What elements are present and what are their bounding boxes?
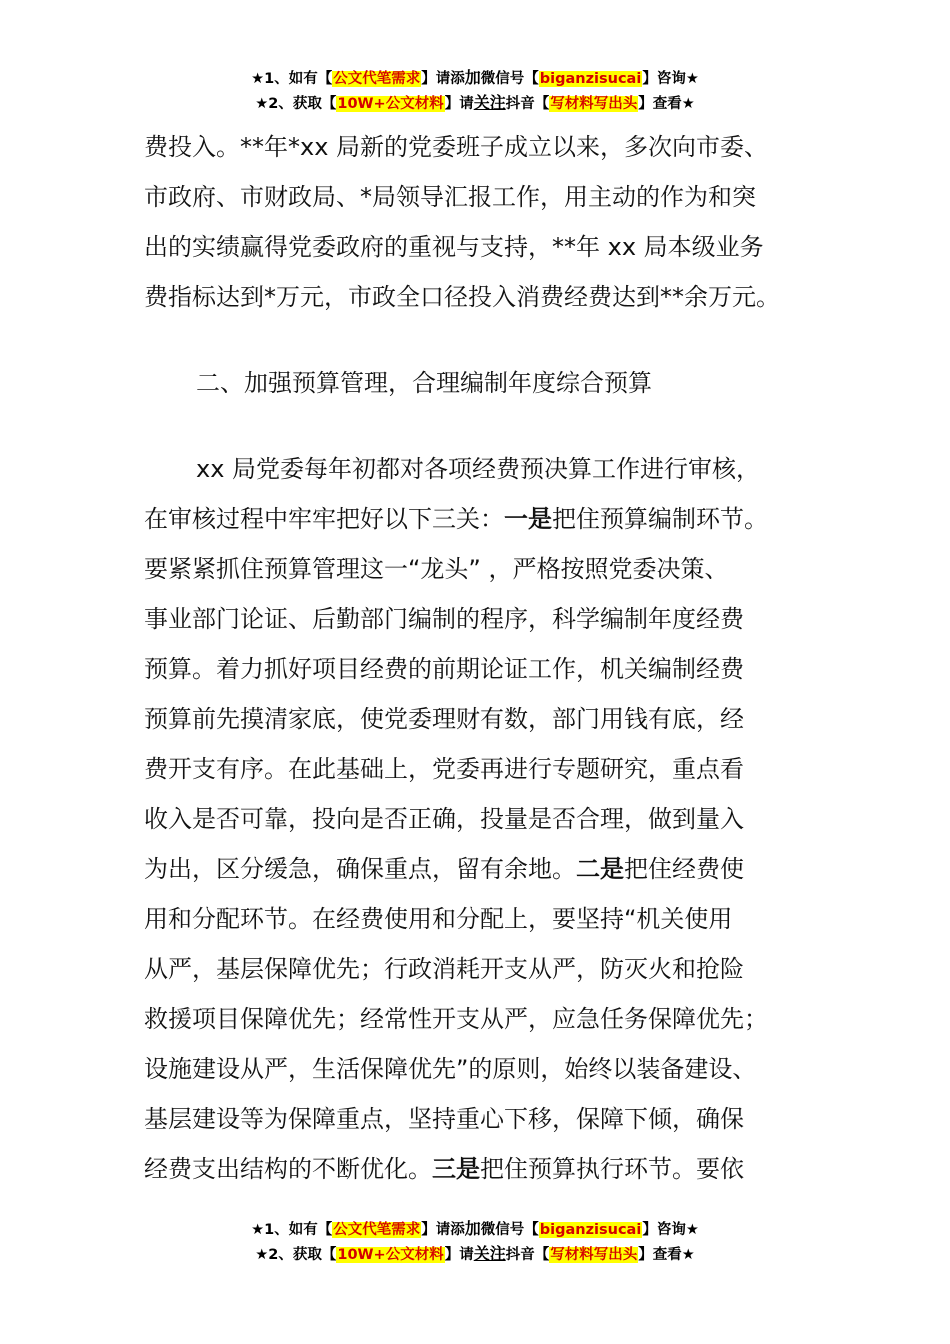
body-line: 事业部门论证、后勤部门编制的程序，科学编制年度经费 [144,605,744,633]
highlight-service: 公文代笔需求 [333,1222,421,1238]
body-line: 收入是否可靠，投向是否正确，投量是否合理，做到量入 [144,805,744,833]
banner-emphasis: 关注 [473,93,506,112]
highlight-douyin: 写材料写出头 [550,96,638,112]
banner-text: 微信号【 [480,1222,539,1238]
banner-line-1 [0,66,950,91]
banner-text: 微信号【 [480,71,539,87]
body-line: xx 局党委每年初都对各项经费预决算工作进行审核， [196,455,761,483]
body-line [144,494,812,544]
banner-text: 抖音【 [505,96,550,112]
body-line: 费指标达到*万元，市政全口径投入消费经费达到**余万元。 [144,283,780,311]
keyword-first: 一是 [504,505,552,533]
banner-text: 】请添 [421,1222,465,1238]
banner-text: 抖音【 [505,1247,550,1263]
body-line: 出的实绩赢得党委政府的重视与支持，**年 xx 局本级业务 [144,233,764,261]
body-line [144,844,812,894]
banner-emphasis: 加 [464,1219,481,1238]
highlight-service: 公文代笔需求 [333,71,421,87]
banner-text: 】请 [444,96,474,112]
section-heading: 二、加强预算管理，合理编制年度综合预算 [196,369,652,397]
banner-text: 】请添 [421,71,465,87]
banner-text: 】咨询★ [642,1222,699,1238]
body-text: 把住预算编制环节。 [552,505,768,533]
highlight-wechat-id: biganzisucai [539,71,642,87]
banner-emphasis: 关注 [473,1244,506,1263]
body-line: 设施建设从严，生活保障优先”的原则，始终以装备建设、 [144,1055,757,1083]
banner-text: ★2、获取【 [255,1247,337,1263]
banner-text: 】查看★ [638,1247,695,1263]
keyword-third: 三是 [432,1155,480,1183]
banner-text: 】咨询★ [642,71,699,87]
body-text: 把住经费使 [624,855,744,883]
body-text: 经费支出结构的不断优化。 [144,1155,432,1183]
keyword-second: 二是 [576,855,624,883]
banner-text: ★1、如有【 [251,1222,333,1238]
banner-text: ★2、获取【 [255,96,337,112]
document-body [144,122,812,1194]
highlight-wechat-id: biganzisucai [539,1222,642,1238]
banner-line-2 [0,1242,950,1267]
banner-emphasis: 加 [464,68,481,87]
header-banner [0,66,950,116]
body-text: 在审核过程中牢牢把好以下三关： [144,505,504,533]
banner-text: 】查看★ [638,96,695,112]
highlight-materials: 10W+公文材料 [337,1247,444,1263]
footer-banner [0,1217,950,1267]
body-line: 用和分配环节。在经费使用和分配上，要坚持“机关使用 [144,905,733,933]
body-line: 预算前先摸清家底，使党委理财有数，部门用钱有底，经 [144,705,744,733]
body-line: 救援项目保障优先；经常性开支从严，应急任务保障优先； [144,1005,768,1033]
highlight-douyin: 写材料写出头 [550,1247,638,1263]
banner-text: ★1、如有【 [251,71,333,87]
body-line: 费开支有序。在此基础上，党委再进行专题研究，重点看 [144,755,744,783]
body-line: 从严，基层保障优先；行政消耗开支从严，防灭火和抢险 [144,955,744,983]
body-line [144,1144,812,1194]
body-line: 要紧紧抓住预算管理这一“龙头” ，严格按照党委决策、 [144,555,729,583]
body-line: 预算。着力抓好项目经费的前期论证工作，机关编制经费 [144,655,744,683]
body-text: 为出，区分缓急，确保重点，留有余地。 [144,855,576,883]
banner-text: 】请 [444,1247,474,1263]
body-line: 市政府、市财政局、*局领导汇报工作，用主动的作为和突 [144,183,756,211]
banner-line-2 [0,91,950,116]
highlight-materials: 10W+公文材料 [337,96,444,112]
body-line: 费投入。**年*xx 局新的党委班子成立以来，多次向市委、 [144,133,769,161]
body-text: 把住预算执行环节。要依 [480,1155,744,1183]
banner-line-1 [0,1217,950,1242]
body-line: 基层建设等为保障重点，坚持重心下移，保障下倾，确保 [144,1105,744,1133]
